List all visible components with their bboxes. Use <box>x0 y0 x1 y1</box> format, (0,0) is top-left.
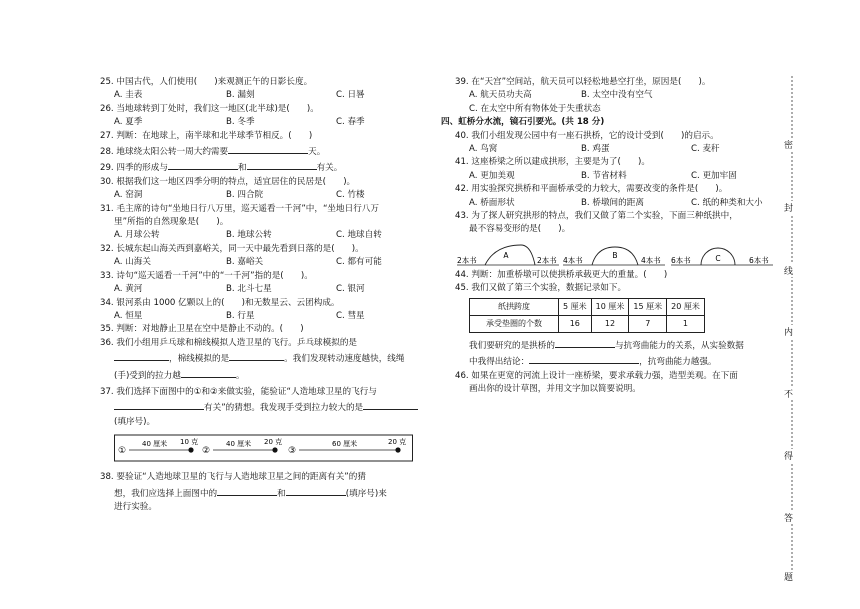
figure-item-1 <box>118 437 198 456</box>
option-a: A. 夏季 <box>114 117 143 128</box>
option-c: C. 春季 <box>336 117 365 128</box>
pendulum-figure <box>114 433 414 463</box>
option-c: C. 银河 <box>336 284 365 295</box>
question-42: 42. 用实验探究拱桥和平面桥承受的力较大，需要改变的条件是( )。 <box>455 184 728 195</box>
ball <box>272 448 277 453</box>
answer-blank[interactable] <box>114 350 169 361</box>
question-43: 43. 为了探人研究拱形的特点，我们又做了第二个实验，下面三种纸拱中， <box>455 211 738 222</box>
table-cell: 10 厘米 <box>591 298 629 315</box>
option-a: A. 黄河 <box>114 284 143 295</box>
table-cell: 1 <box>667 315 705 332</box>
question-37-cont2: (填序号)。 <box>114 416 156 427</box>
table-cell: 12 <box>591 315 629 332</box>
option-a: A. 恒星 <box>114 310 143 321</box>
question-31-options <box>100 229 430 242</box>
answer-blank[interactable] <box>229 350 284 361</box>
mass-label: 10 克 <box>180 438 199 447</box>
answer-blank[interactable] <box>286 485 346 496</box>
figure-item-3 <box>288 437 406 456</box>
option-b: B. 节省材料 <box>581 170 627 181</box>
figure-item-2 <box>202 437 282 456</box>
option-b: B. 冬季 <box>226 117 255 128</box>
arch-letter: C <box>715 253 721 263</box>
question-38: 38. 要验证“人造地球卫星的飞行与人造地球卫星之间的距离有关”的猜 <box>100 472 366 483</box>
option-a: A. 月球公转 <box>114 230 160 241</box>
question-31-cont: 里”所指的自然现象是( )。 <box>114 217 229 228</box>
book-stack-label: 6本书 <box>749 255 769 265</box>
question-34-options <box>100 310 430 323</box>
option-b: B. 北斗七星 <box>226 284 272 295</box>
option-c: C. 纸的种类和大小 <box>691 197 763 208</box>
question-41-options <box>455 170 785 183</box>
seal-char: 密 <box>784 138 793 151</box>
option-a: A. 鸟窝 <box>469 144 498 155</box>
seal-char: 封 <box>784 201 793 214</box>
option-b: B. 太空中没有空气 <box>581 90 653 101</box>
option-c: C. 日晷 <box>336 90 365 101</box>
option-a: A. 圭表 <box>114 90 143 101</box>
table-row <box>470 315 705 332</box>
question-28: 28. 地球绕太阳公转一周大约需要 天。 <box>100 143 430 159</box>
question-30-options <box>100 189 430 202</box>
question-27: 27. 判断：在地球上，南半球和北半球季节相反。( ) <box>100 130 313 141</box>
option-b: B. 行星 <box>226 310 255 321</box>
option-c: C. 竹楼 <box>336 190 365 201</box>
answer-blank[interactable] <box>555 337 615 348</box>
question-46: 46. 如果在更宽的河流上设计一座桥梁，要求承载力强，造型美观。在下面 <box>455 370 738 381</box>
seal-char: 题 <box>784 570 793 583</box>
figure-number: ① <box>118 446 127 457</box>
option-c: C. 彗星 <box>336 310 365 321</box>
question-34: 34. 银河系由 1000 亿颗以上的( )和无数星云、云团构成。 <box>100 297 340 308</box>
question-40: 40. 我们小组发现公园中有一座石拱桥，它的设计受到( )的启示。 <box>455 130 719 141</box>
figure-number: ② <box>202 446 211 457</box>
book-stack-label: 4本书 <box>563 255 583 265</box>
question-26: 26. 当地球转到丁处时，我们这一地区(北半球)是( )。 <box>100 103 319 114</box>
answer-blank[interactable] <box>181 367 236 378</box>
answer-blank[interactable] <box>247 159 317 170</box>
table-cell: 15 厘米 <box>629 298 667 315</box>
seal-char: 线 <box>784 264 793 277</box>
question-33-options <box>100 283 430 296</box>
option-a: A. 山海关 <box>114 257 151 268</box>
section-four-heading: 四、虹桥分水流，镜石引要光。(共 18 分) <box>441 117 605 128</box>
option-a: A. 航天员功夫高 <box>469 90 532 101</box>
ball <box>188 448 193 453</box>
mass-label: 20 克 <box>388 438 407 447</box>
option-b: B. 漏刻 <box>226 90 255 101</box>
mass-label: 20 克 <box>264 438 283 447</box>
question-45: 45. 我们又做了第三个实验，数据记录如下。 <box>455 283 627 294</box>
question-38-cont: 想，我们应选择上面图中的 和 (填序号)来 <box>100 485 430 501</box>
option-c: C. 地球自转 <box>336 230 382 241</box>
question-37-cont: 有关”的猜想。我发现手受到拉力较大的是 <box>100 399 430 415</box>
distance-label: 60 厘米 <box>332 440 358 449</box>
question-45-text: 我们要研究的是拱桥的 与抗弯曲能力的关系，从实验数据 <box>455 337 785 353</box>
arch-curve <box>485 245 535 265</box>
option-b: B. 嘉峪关 <box>226 257 264 268</box>
data-table <box>469 298 705 333</box>
question-31: 31. 毛主席的诗句“坐地日行八万里，巡天遥看一千河”中，“坐地日行八万 <box>100 203 379 214</box>
question-39-options <box>455 89 785 102</box>
answer-blank[interactable] <box>228 143 308 154</box>
table-cell: 5 厘米 <box>559 298 592 315</box>
seal-char: 答 <box>784 511 793 524</box>
arch-c <box>671 248 773 265</box>
figure-number: ③ <box>288 446 297 457</box>
left-column <box>100 76 430 514</box>
question-41: 41. 这座桥梁之所以建成拱形，主要是为了( )。 <box>455 157 650 168</box>
arch-letter: B <box>612 250 618 260</box>
question-32: 32. 长城东起山海关西到嘉峪关，同一天中最先看到日落的是( )。 <box>100 243 364 254</box>
option-a: A. 窑洞 <box>114 190 143 201</box>
option-b: B. 四合院 <box>226 190 264 201</box>
table-cell: 20 厘米 <box>667 298 705 315</box>
option-b: B. 鸡蛋 <box>581 144 610 155</box>
question-36-cont2: (手)受到的拉力越 。 <box>100 367 430 383</box>
question-36: 36. 我们小组用乒乓球和棉线模拟人造卫星的飞行。乒乓球模拟的是 <box>100 337 358 348</box>
question-25-options <box>100 89 430 102</box>
seal-char: 不 <box>784 387 793 400</box>
book-stack-label: 2本书 <box>537 255 557 265</box>
option-b: B. 地球公转 <box>226 230 272 241</box>
table-cell: 16 <box>559 315 592 332</box>
question-46-cont: 画出你的设计草图，并用文字加以简要说明。 <box>469 383 641 394</box>
answer-blank[interactable] <box>363 399 418 410</box>
ball <box>395 448 400 453</box>
question-40-options <box>455 143 785 156</box>
question-45-text-cont: 中我得出结论： ，抗弯曲能力越强。 <box>455 353 785 369</box>
question-39: 39. 在“天宫”空间站，航天员可以轻松地悬空打坐，原因是( )。 <box>455 77 711 87</box>
table-header-row <box>470 298 705 315</box>
table-cell: 纸拱跨度 <box>470 298 559 315</box>
option-c: C. 都有可能 <box>336 257 382 268</box>
option-b: B. 桥墩间的距离 <box>581 197 644 208</box>
book-stack-label: 4本书 <box>641 255 661 265</box>
question-35: 35. 判断：对地静止卫星在空中是静止不动的。( ) <box>100 324 304 335</box>
question-37: 37. 我们选择下面图中的①和②来做实验，能验证“人造地球卫星的飞行与 <box>100 386 377 397</box>
option-a: A. 更加美观 <box>469 170 515 181</box>
question-33: 33. 诗句“巡天遥看一千河”中的“一千河”指的是( )。 <box>100 270 313 281</box>
table-cell: 7 <box>629 315 667 332</box>
answer-blank[interactable] <box>217 485 277 496</box>
question-43-cont: 最不容易变形的是( )。 <box>469 224 571 235</box>
answer-blank[interactable] <box>168 159 238 170</box>
question-38-cont2: 进行实验。 <box>114 501 157 512</box>
option-a: A. 桥面形状 <box>469 197 515 208</box>
question-25: 25. 中国古代，人们使用( )来观测正午的日影长度。 <box>100 77 313 87</box>
option-c: C. 更加牢固 <box>691 170 737 181</box>
question-29: 29. 四季的形成与 和 有关。 <box>100 159 430 175</box>
arch-a <box>457 245 559 265</box>
question-42-options <box>455 197 785 210</box>
seal-char: 内 <box>784 325 793 338</box>
distance-label: 40 厘米 <box>142 440 168 449</box>
question-36-cont: ，棉线模拟的是 。我们发现转动速度越快，线绳 <box>100 350 430 366</box>
question-32-options <box>100 256 430 269</box>
question-30: 30. 根据我们这一地区四季分明的特点，适宜居住的民居是( )。 <box>100 176 356 187</box>
option-c: C. 麦秆 <box>691 144 720 155</box>
book-stack-label: 2本书 <box>457 255 477 265</box>
seal-line <box>780 76 804 583</box>
paper-arch-figure <box>455 239 775 269</box>
right-column <box>441 76 785 396</box>
distance-label: 40 厘米 <box>226 440 252 449</box>
arch-b <box>563 247 665 265</box>
book-stack-label: 6本书 <box>671 255 691 265</box>
seal-char: 得 <box>784 449 793 462</box>
answer-blank[interactable] <box>529 353 639 364</box>
table-cell: 承受垫圈的个数 <box>470 315 559 332</box>
answer-blank[interactable] <box>114 399 204 410</box>
arch-letter: A <box>503 250 509 260</box>
question-44: 44. 判断：加重桥墩可以使拱桥承载更大的重量。( ) <box>455 269 668 280</box>
question-26-options <box>100 116 430 129</box>
option-c: C. 在太空中所有物体处于失重状态 <box>469 103 601 114</box>
